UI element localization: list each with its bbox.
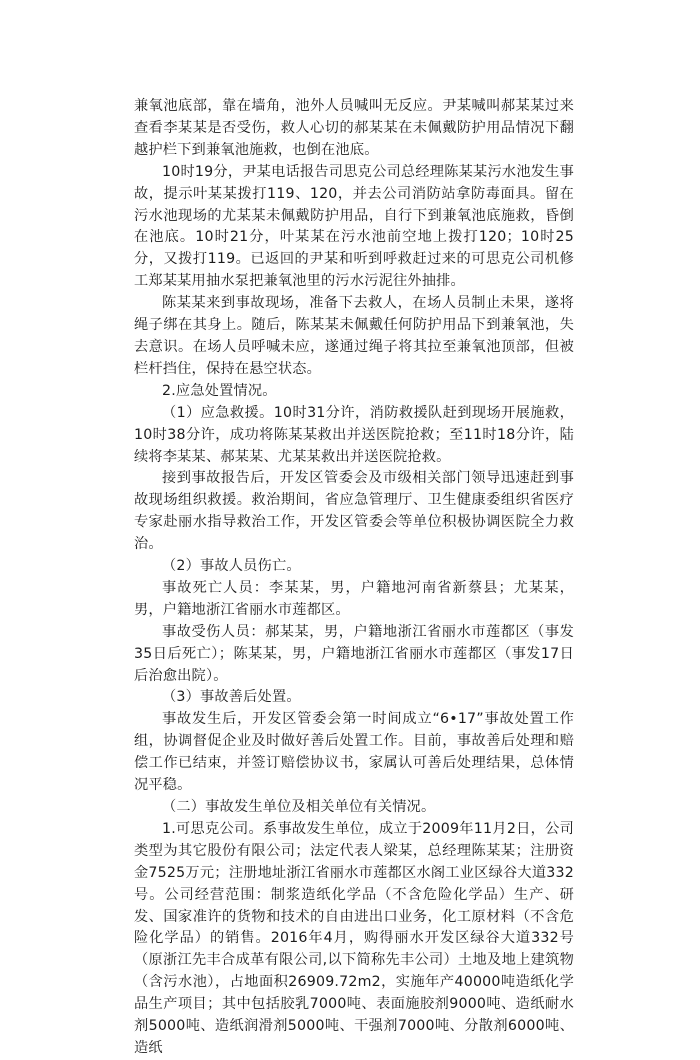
section-heading-units: （二）事故发生单位及相关单位有关情况。 xyxy=(162,799,436,815)
paragraph-deaths: 事故死亡人员：李某某，男，户籍地河南省新蔡县；尤某某，男，户籍地浙江省丽水市莲都区。 xyxy=(134,579,574,618)
document-body xyxy=(134,96,574,1060)
paragraph-1: 兼氧池底部，靠在墙角，池外人员喊叫无反应。尹某喊叫郝某某过来查看李某某是否受伤，救人心切的郝某某在未佩戴防护用品情况下翻越护栏下到兼氧池施救，也倒在池底。 xyxy=(134,98,574,158)
paragraph-company: 1.可思克公司。系事故发生单位，成立于2009年11月2日，公司类型为其它股份有限公司；法定代表人梁某，总经理陈某某；注册资金7525万元；注册地址浙江省丽水市莲都区水阁工业区绿谷大道332号。公司经营范围：制浆造纸化学品（不含危险化学品）生产、研发、国家准许的货物和技术的自由进出口业务，化工原材料（不含危险化学品）的销售。2016年4月，购得丽水开发区绿谷大道332号（原浙江先丰合成革有限公司,以下简称先丰公司）土地及地上建筑物（含污水池），占地面积26909.72m2，实施年产40000吨造纸化学品生产项目；其中包括胶乳7000吨、表面施胶剂9000吨、造纸耐水剂5000吨、造纸润滑剂5000吨、干强剂7000吨、分散剂6000吨、造纸 xyxy=(134,820,574,1056)
paragraph-organization: 接到事故报告后，开发区管委会及市级相关部门领导迅速赶到事故现场组织救援。救治期间，省应急管理厅、卫生健康委组织省医疗专家赴丽水指导救治工作，开发区管委会等单位积极协调医院全力救治。 xyxy=(134,470,574,553)
paragraph-rescue: （1）应急救援。10时31分许，消防救援队赶到现场开展施救，10时38分许，成功将陈某某救出并送医院抢救；至11时18分许，陆续将李某某、郝某某、尤某某救出并送医院抢救。 xyxy=(134,404,574,465)
paragraph-aftermath: 事故发生后，开发区管委会第一时间成立“6•17”事故处置工作组，协调督促企业及时做好善后处置工作。目前，事故善后处理和赔偿工作已结束，并签订赔偿协议书，家属认可善后处理结果，总体情况平稳。 xyxy=(134,711,574,794)
paragraph-injured: 事故受伤人员：郝某某，男，户籍地浙江省丽水市莲都区（事发35日后死亡）；陈某某，男，户籍地浙江省丽水市莲都区（事发17日后治愈出院）。 xyxy=(134,623,574,684)
subheading-aftermath: （3）事故善后处置。 xyxy=(162,689,301,706)
subheading-casualties: （2）事故人员伤亡。 xyxy=(162,558,301,575)
paragraph-2: 10时19分，尹某电话报告司思克公司总经理陈某某污水池发生事故，提示叶某某拨打119、120，并去公司消防站拿防毒面具。留在污水池现场的尤某某未佩戴防护用品，自行下到兼氧池底施救，昏倒在池底。10时21分，叶某某在污水池前空地上拨打120；10时25分，又拨打119。已返回的尹某和听到呼救赶过来的可思克公司机修工郑某某用抽水泵把兼氧池里的污水污泥往外抽排。 xyxy=(134,163,574,290)
section-heading-emergency: 2.应急处置情况。 xyxy=(162,382,277,399)
paragraph-3: 陈某某来到事故现场，准备下去救人，在场人员制止未果，遂将绳子绑在其身上。随后，陈某某未佩戴任何防护用品下到兼氧池，失去意识。在场人员呼喊未应，遂通过绳子将其拉至兼氧池顶部，但被栏杆挡住，保持在悬空状态。 xyxy=(134,295,574,377)
